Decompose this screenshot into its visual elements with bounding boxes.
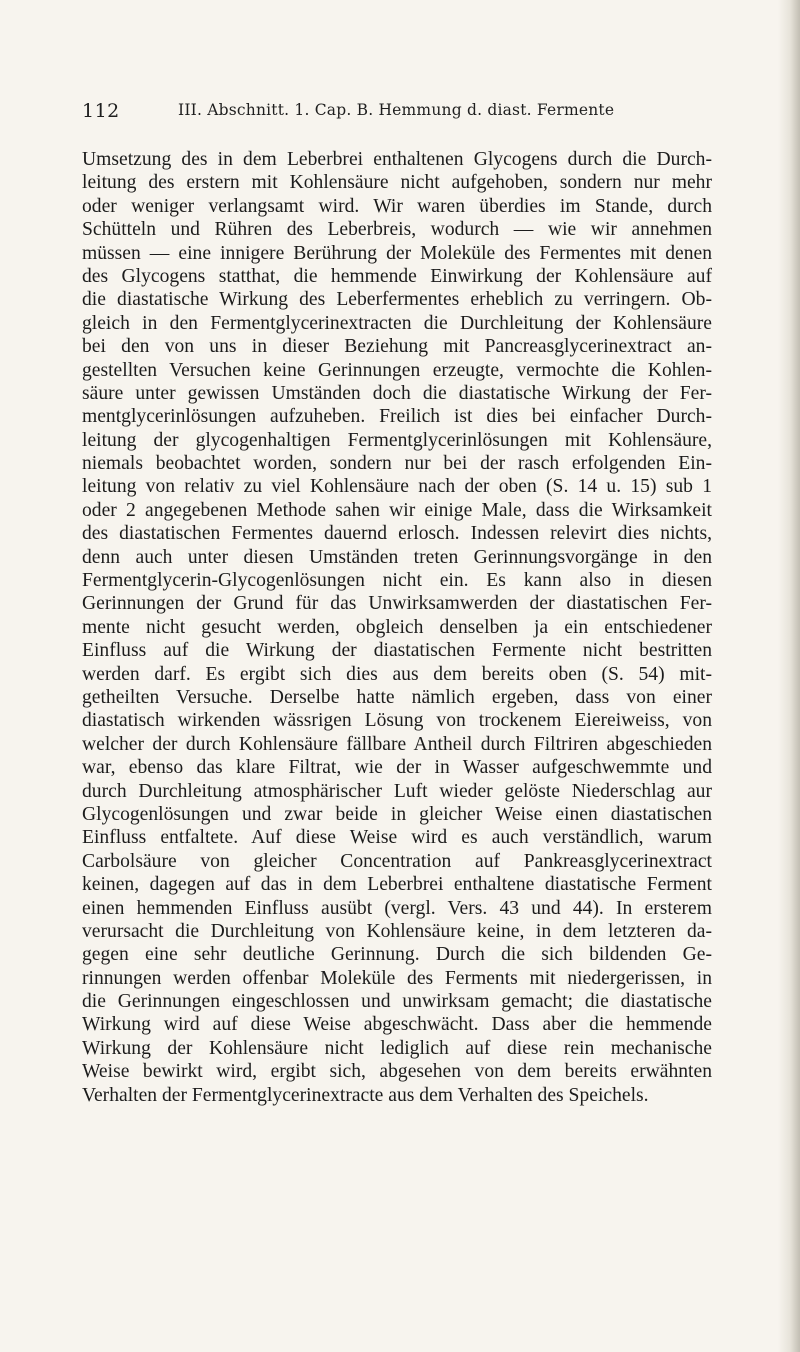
body-text (82, 148, 712, 1107)
text-line: gegen eine sehr deutliche Gerinnung. Durch die sich bildenden Ge- (82, 944, 712, 966)
text-line: keinen, dagegen auf das in dem Leberbrei enthaltene diastatische Ferment (82, 874, 712, 896)
page-edge-shadow (778, 0, 800, 1352)
text-line: bei den von uns in dieser Beziehung mit Pancreasglycerinextract an- (82, 336, 712, 358)
text-line: mentglycerinlösungen aufzuheben. Freilich ist dies bei einfacher Durch- (82, 406, 712, 428)
text-line: oder weniger verlangsamt wird. Wir waren überdies im Stande, durch (82, 195, 712, 217)
text-line: gleich in den Fermentglycerinextracten die Durchleitung der Kohlensäure (82, 312, 712, 334)
text-line: leitung der glycogenhaltigen Fermentglycerinlösungen mit Kohlensäure, (82, 429, 712, 451)
text-line: Glycogenlösungen und zwar beide in gleicher Weise einen diastatischen (82, 803, 712, 825)
text-line: gestellten Versuchen keine Gerinnungen erzeugte, vermochte die Kohlen- (82, 359, 712, 381)
text-line: war, ebenso das klare Filtrat, wie der in Wasser aufgeschwemmte und (82, 757, 712, 779)
text-line: welcher der durch Kohlensäure fällbare Antheil durch Filtriren abgeschieden (82, 733, 712, 755)
text-line: die diastatische Wirkung des Leberfermentes erheblich zu verringern. Ob- (82, 289, 712, 311)
text-line: niemals beobachtet worden, sondern nur bei der rasch erfolgenden Ein- (82, 453, 712, 475)
text-line: Verhalten der Fermentglycerinextracte aus dem Verhalten des Speichels. (82, 1084, 649, 1106)
page-header (82, 100, 702, 130)
text-line: leitung des erstern mit Kohlensäure nicht aufgehoben, sondern nur mehr (82, 172, 712, 194)
text-line: Fermentglycerin-Glycogenlösungen nicht ein. Es kann also in diesen (82, 570, 712, 592)
text-line: rinnungen werden offenbar Moleküle des Ferments mit niedergerissen, in (82, 967, 712, 989)
text-line: Weise bewirkt wird, ergibt sich, abgesehen von dem bereits erwähnten (82, 1061, 712, 1083)
text-line: Umsetzung des in dem Leberbrei enthaltenen Glycogens durch die Durch- (82, 149, 712, 170)
text-line: mente nicht gesucht werden, obgleich denselben ja ein entschiedener (82, 616, 712, 638)
text-line: werden darf. Es ergibt sich dies aus dem bereits oben (S. 54) mit- (82, 663, 712, 685)
text-line: einen hemmenden Einfluss ausübt (vergl. Vers. 43 und 44). In ersterem (82, 897, 712, 919)
text-line: oder 2 angegebenen Methode sahen wir einige Male, dass die Wirksamkeit (82, 499, 712, 521)
text-line: Einfluss entfaltete. Auf diese Weise wird es auch verständlich, warum (82, 827, 712, 849)
text-line: diastatisch wirkenden wässrigen Lösung von trockenem Eiereiweiss, von (82, 710, 712, 732)
page-number: 112 (82, 100, 120, 122)
text-line: Wirkung der Kohlensäure nicht lediglich auf diese rein mechanische (82, 1037, 712, 1059)
text-line: müssen — eine innigere Berührung der Moleküle des Fermentes mit denen (82, 242, 712, 264)
text-line: Gerinnungen der Grund für das Unwirksamwerden der diastatischen Fer- (82, 593, 712, 615)
text-line: verursacht die Durchleitung von Kohlensäure keine, in dem letzteren da- (82, 920, 712, 942)
text-line: des Glycogens statthat, die hemmende Einwirkung der Kohlensäure auf (82, 265, 712, 287)
text-line: denn auch unter diesen Umständen treten Gerinnungsvorgänge in den (82, 546, 712, 568)
text-line: leitung von relativ zu viel Kohlensäure nach der oben (S. 14 u. 15) sub 1 (82, 476, 712, 498)
running-head: III. Abschnitt. 1. Cap. B. Hemmung d. diast. Fermente (178, 101, 615, 119)
text-line: säure unter gewissen Umständen doch die diastatische Wirkung der Fer- (82, 382, 712, 404)
text-line: durch Durchleitung atmosphärischer Luft wieder gelöste Niederschlag aur (82, 780, 712, 802)
text-line: Einfluss auf die Wirkung der diastatischen Fermente nicht bestritten (82, 640, 712, 662)
text-line: Wirkung wird auf diese Weise abgeschwächt. Dass aber die hemmende (82, 1014, 712, 1036)
text-line: Schütteln und Rühren des Leberbreis, wodurch — wie wir annehmen (82, 219, 712, 241)
text-line: Carbolsäure von gleicher Concentration auf Pankreasglycerinextract (82, 850, 712, 872)
text-line: des diastatischen Fermentes dauernd erlosch. Indessen relevirt dies nichts, (82, 523, 712, 545)
text-line: getheilten Versuche. Derselbe hatte nämlich ergeben, dass von einer (82, 686, 712, 708)
text-line: die Gerinnungen eingeschlossen und unwirksam gemacht; die diastatische (82, 991, 712, 1013)
